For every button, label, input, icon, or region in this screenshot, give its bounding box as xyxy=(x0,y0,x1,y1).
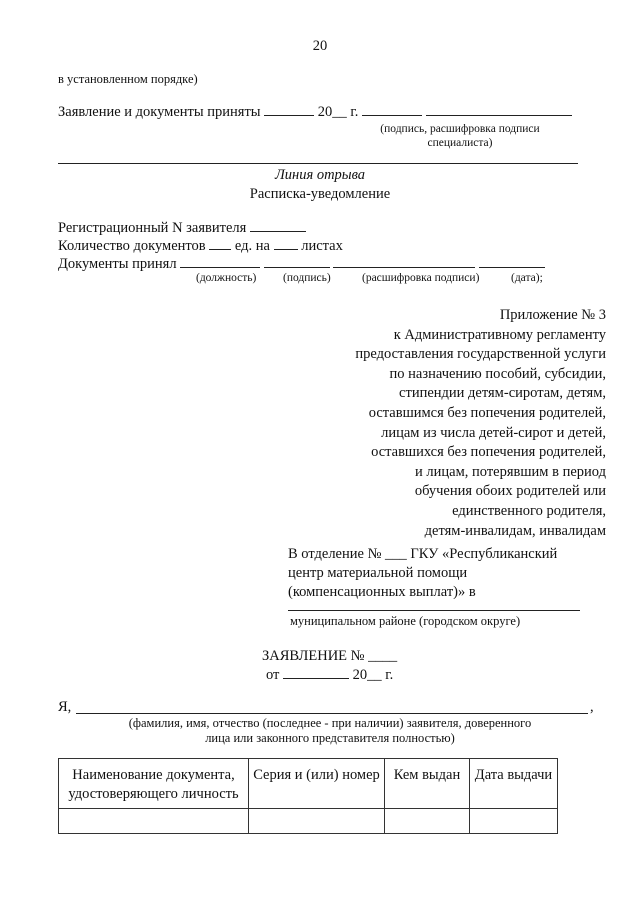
reg-number-line xyxy=(58,219,306,237)
accepted-caption xyxy=(360,123,560,151)
appendix-line: стипендии детям-сиротам, детям, xyxy=(399,385,606,402)
appendix-line: и лицам, потерявшим в период xyxy=(415,463,606,480)
signature-blank xyxy=(264,255,330,268)
accepted-year: 20__ г. xyxy=(317,104,359,120)
decoding-blank xyxy=(333,255,475,268)
header-document-name: Наименование документа, удостоверяющего личность xyxy=(59,759,249,809)
table-row xyxy=(59,809,558,834)
appendix-header xyxy=(355,306,606,541)
caption-signature: (подпись) xyxy=(283,272,331,284)
accepted-caption-line1: (подпись, расшифровка подписи xyxy=(380,123,540,135)
accepted-label: Заявление и документы приняты xyxy=(58,104,261,120)
tear-rule xyxy=(58,163,578,164)
doc-count-suffix: листах xyxy=(301,238,343,254)
sheet-count-blank xyxy=(274,237,298,250)
application-date-line xyxy=(266,666,393,684)
tear-line-label: Линия отрыва xyxy=(274,167,366,183)
caption-position: (должность) xyxy=(196,272,257,284)
caption-decoding: (расшифровка подписи) xyxy=(362,272,480,284)
receipt-title: Расписка-уведомление xyxy=(249,186,391,202)
appendix-line: обучения обоих родителей или xyxy=(414,483,606,500)
applicant-caption xyxy=(60,716,600,746)
addressee-block xyxy=(288,545,557,602)
header-issue-date: Дата выдачи xyxy=(470,759,558,809)
appendix-line: предоставления государственной услуги xyxy=(355,346,606,363)
cell-issued-by[interactable] xyxy=(385,809,470,834)
accepted-decoding-blank xyxy=(426,103,572,116)
accepted-line xyxy=(58,103,572,121)
doc-count-mid: ед. на xyxy=(234,238,270,254)
accepted-by-line xyxy=(58,255,545,273)
cell-issue-date[interactable] xyxy=(470,809,558,834)
municipality-blank xyxy=(288,610,580,611)
applicant-prefix: Я, xyxy=(58,699,72,715)
addressee-line3: (компенсационных выплат)» в xyxy=(288,584,476,600)
appendix-line: единственного родителя, xyxy=(452,502,606,519)
position-blank xyxy=(180,255,260,268)
applicant-caption-line1: (фамилия, имя, отчество (последнее - при наличии) заявителя, доверенного xyxy=(128,716,532,730)
appendix-line: детям-инвалидам, инвалидам xyxy=(424,522,606,539)
application-date-year: 20__ г. xyxy=(352,667,394,683)
caption-date: (дата); xyxy=(511,272,543,284)
page-number: 20 xyxy=(312,38,328,54)
header-issued-by: Кем выдан xyxy=(385,759,470,809)
doc-count-prefix: Количество документов xyxy=(58,238,206,254)
appendix-line: Приложение № 3 xyxy=(499,307,606,323)
doc-count-blank xyxy=(209,237,231,250)
date-blank xyxy=(479,255,545,268)
appendix-line: к Административному регламенту xyxy=(393,326,606,343)
appendix-line: лицам из числа детей-сирот и детей, xyxy=(381,424,606,441)
application-title: ЗАЯВЛЕНИЕ № ____ xyxy=(262,648,398,664)
applicant-caption-line2: лица или законного представителя полностью) xyxy=(205,731,455,745)
appendix-line: оставшимся без попечения родителей, xyxy=(368,404,606,421)
accepted-day-blank xyxy=(264,103,314,116)
reg-number-label: Регистрационный N заявителя xyxy=(58,220,247,236)
applicant-name-blank xyxy=(76,713,588,714)
application-date-prefix: от xyxy=(266,667,280,683)
cell-document-name[interactable] xyxy=(59,809,249,834)
accepted-signature-blank xyxy=(362,103,422,116)
header-series-number: Серия и (или) номер xyxy=(249,759,385,809)
addressee-line2: центр материальной помощи xyxy=(288,565,468,581)
addressee-line1: В отделение № ___ ГКУ «Республиканский xyxy=(288,546,558,562)
cell-series-number[interactable] xyxy=(249,809,385,834)
appendix-line: оставшихся без попечения родителей, xyxy=(371,444,606,461)
applicant-suffix: , xyxy=(590,699,594,715)
reg-number-blank xyxy=(250,219,306,232)
municipality-caption: муниципальном районе (городском округе) xyxy=(290,614,521,628)
accepted-by-label: Документы принял xyxy=(58,256,177,272)
appendix-line: по назначению пособий, субсидии, xyxy=(389,365,606,382)
table-header-row xyxy=(59,759,558,809)
application-date-blank xyxy=(283,666,349,679)
accepted-caption-line2: специалиста) xyxy=(427,136,493,149)
identity-document-table xyxy=(58,758,558,834)
top-fragment-text: в установленном порядке) xyxy=(58,72,198,86)
doc-count-line xyxy=(58,237,343,255)
